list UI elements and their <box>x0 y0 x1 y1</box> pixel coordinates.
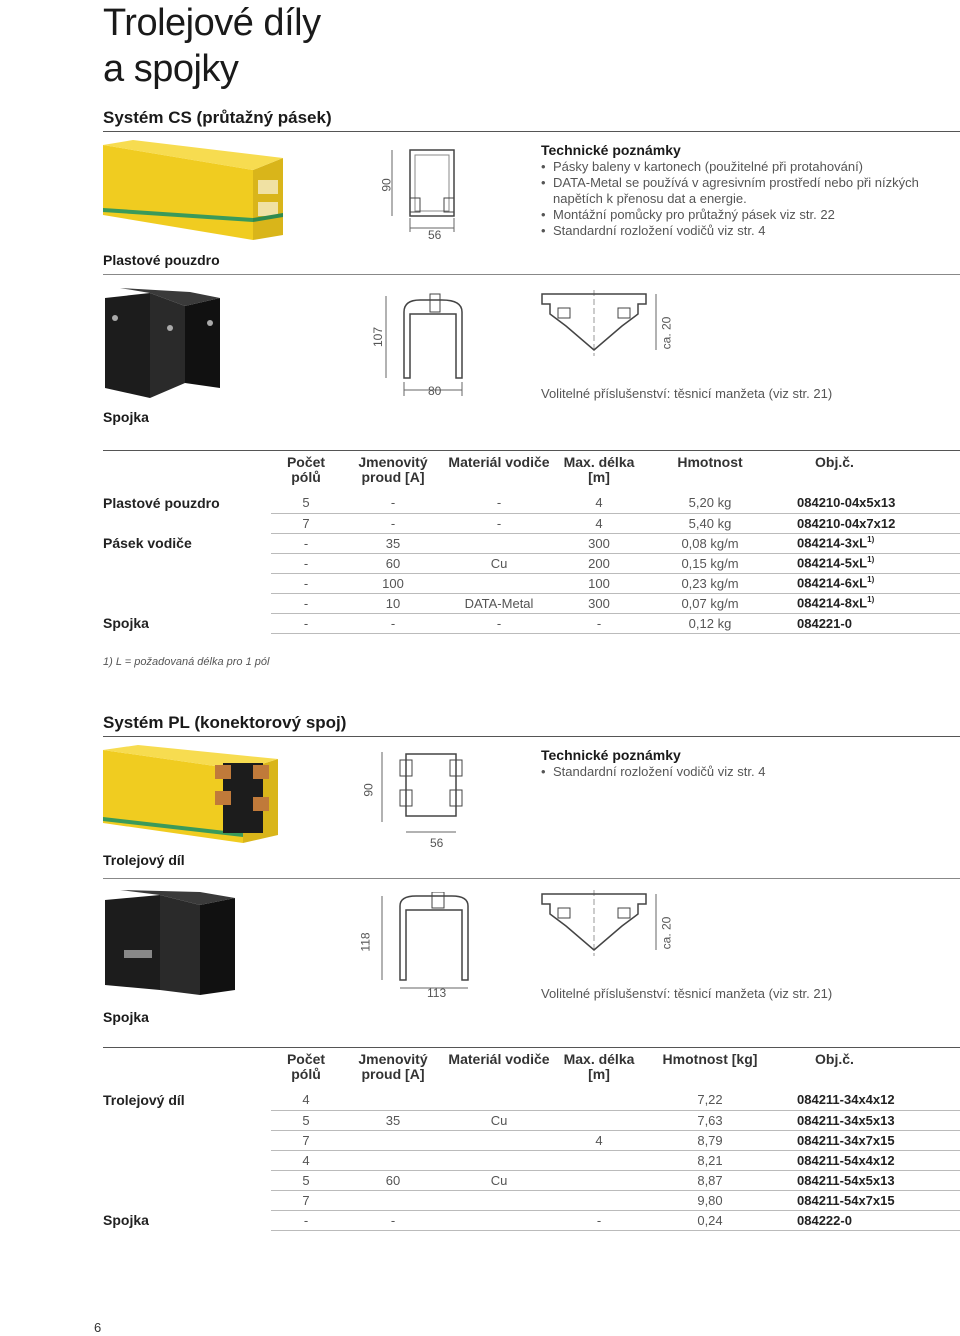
row-label <box>103 1190 271 1210</box>
cell-poles: - <box>271 573 341 593</box>
cell-length <box>553 1150 645 1170</box>
footnote-ref: 1) <box>867 575 875 585</box>
cell-weight: 8,79 <box>645 1130 775 1150</box>
cell-code: $084214-5xL^{1)}$ <box>775 553 960 573</box>
cell-material: - <box>445 513 553 533</box>
cell-poles: - <box>271 553 341 573</box>
note-item: • Pásky baleny v kartonech (použitelné při protahování) <box>541 159 941 175</box>
row-label: Pásek vodiče <box>103 535 192 551</box>
row-label <box>103 1150 271 1170</box>
row-label <box>103 573 271 593</box>
cell-material: DATA-Metal <box>445 593 553 613</box>
col-header: Hmotnost [kg] <box>662 1051 758 1067</box>
cell-poles: 4 <box>271 1150 341 1170</box>
cell-poles: 7 <box>271 513 341 533</box>
row-label: Spojka <box>103 1212 149 1228</box>
col-header: Materiál vodiče <box>448 1051 550 1067</box>
dim-joint-width: 80 <box>428 384 442 398</box>
pl-section-title: Systém PL (konektorový spoj) <box>103 713 347 732</box>
cell-current <box>341 1090 445 1110</box>
dim-width: 56 <box>430 836 444 850</box>
cell-length: - <box>553 613 645 633</box>
pl-part-label: Trolejový díl <box>103 852 185 868</box>
dim-ca: ca. 20 <box>659 916 674 950</box>
table-header-row <box>103 455 960 493</box>
page-number: 6 <box>94 1320 102 1335</box>
cs-housing-image <box>103 140 288 250</box>
row-label <box>103 1170 271 1190</box>
cs-section-title: Systém CS (průtažný pásek) <box>103 108 332 127</box>
cell-weight: 0,08 kg/m <box>645 533 775 553</box>
note-item: • Standardní rozložení vodičů viz str. 4 <box>541 223 941 239</box>
cs-seal-drawing <box>538 290 678 360</box>
cell-material <box>445 1190 553 1210</box>
cell-poles: 4 <box>271 1090 341 1110</box>
col-header: Max. délka [m] <box>563 1051 635 1082</box>
table-row <box>103 613 960 633</box>
cell-material: Cu <box>445 1110 553 1130</box>
table-row <box>103 1150 960 1170</box>
cell-code: $084214-3xL^{1)}$ <box>775 533 960 553</box>
pl-accessory-note: Volitelné příslušenství: těsnicí manžeta (viz str. 21) <box>541 986 833 1001</box>
cell-code: 084211-34x7x15 <box>775 1130 960 1150</box>
cell-poles: - <box>271 533 341 553</box>
cell-current: 35 <box>341 1110 445 1130</box>
notes-title: Technické poznámky <box>541 142 681 158</box>
table-row <box>103 573 960 593</box>
pl-seal-drawing <box>538 890 678 960</box>
cell-weight: 8,21 <box>645 1150 775 1170</box>
pl-joint-image <box>100 890 240 1002</box>
cell-current: - <box>341 613 445 633</box>
table-row <box>103 1210 960 1230</box>
cell-code: 084211-54x4x12 <box>775 1150 960 1170</box>
col-header: Hmotnost <box>677 454 743 470</box>
dim-height: 90 <box>361 783 376 797</box>
cell-poles: 5 <box>271 1170 341 1190</box>
cell-length: 300 <box>553 593 645 613</box>
table-row <box>103 1110 960 1130</box>
dim-width: 56 <box>428 228 442 242</box>
divider <box>103 1047 960 1048</box>
cell-current: - <box>341 513 445 533</box>
col-header: Počet pólů <box>286 454 326 485</box>
cell-poles: - <box>271 1210 341 1230</box>
table-row <box>103 533 960 553</box>
divider <box>103 736 960 737</box>
cell-code: $084214-8xL^{1)}$ <box>775 593 960 613</box>
cell-weight: 5,20 kg <box>645 493 775 513</box>
cell-current: 35 <box>341 533 445 553</box>
pl-technical-notes <box>541 747 941 780</box>
pl-part-image <box>103 745 288 845</box>
cell-weight: 9,80 <box>645 1190 775 1210</box>
row-label <box>103 593 271 613</box>
footnote-ref: 1) <box>867 595 875 605</box>
cell-poles: 7 <box>271 1190 341 1210</box>
col-header: Jmenovitý proud [A] <box>358 454 428 485</box>
row-label: Plastové pouzdro <box>103 495 220 511</box>
cs-spec-table <box>103 455 960 634</box>
cell-code: 084210-04x7x12 <box>775 513 960 533</box>
cell-length <box>553 1090 645 1110</box>
cell-material: Cu <box>445 553 553 573</box>
cell-weight: 0,24 <box>645 1210 775 1230</box>
cell-material: Cu <box>445 1170 553 1190</box>
divider <box>103 450 960 451</box>
cell-material <box>445 1150 553 1170</box>
cell-material <box>445 1130 553 1150</box>
table-row <box>103 493 960 513</box>
cell-weight: 0,15 kg/m <box>645 553 775 573</box>
divider <box>103 274 960 275</box>
dim-ca: ca. 20 <box>659 316 674 350</box>
table-row <box>103 553 960 573</box>
cell-material <box>445 573 553 593</box>
cell-current: - <box>341 493 445 513</box>
row-label <box>103 1130 271 1150</box>
cell-weight: 8,87 <box>645 1170 775 1190</box>
footnote-ref: 1) <box>867 535 875 545</box>
cell-weight: 0,07 kg/m <box>645 593 775 613</box>
cell-poles: 7 <box>271 1130 341 1150</box>
col-header: Materiál vodiče <box>448 454 550 470</box>
pl-spec-table <box>103 1052 960 1231</box>
cell-length: 4 <box>553 513 645 533</box>
cell-length: 4 <box>553 493 645 513</box>
col-header: Obj.č. <box>815 1051 854 1067</box>
cell-code: 084210-04x5x13 <box>775 493 960 513</box>
cell-material: - <box>445 493 553 513</box>
cell-weight: 7,22 <box>645 1090 775 1110</box>
cell-material <box>445 1090 553 1110</box>
footnote: 1) L = požadovaná délka pro 1 pól <box>103 656 270 668</box>
cell-material <box>445 1210 553 1230</box>
cell-length: 300 <box>553 533 645 553</box>
row-label <box>103 1110 271 1130</box>
cell-code: $084214-6xL^{1)}$ <box>775 573 960 593</box>
cell-length <box>553 1170 645 1190</box>
pl-joint-drawing <box>376 892 476 992</box>
table-row <box>103 1090 960 1110</box>
cs-joint-drawing <box>380 292 470 398</box>
cs-joint-image <box>100 288 225 403</box>
cs-technical-notes <box>541 142 941 239</box>
cell-current: - <box>341 1210 445 1230</box>
dim-joint-width: 113 <box>427 986 447 1000</box>
cell-length: 200 <box>553 553 645 573</box>
notes-title: Technické poznámky <box>541 747 681 763</box>
dim-joint-height: 107 <box>371 326 386 348</box>
cell-current <box>341 1190 445 1210</box>
row-label <box>103 553 271 573</box>
col-header: Počet pólů <box>286 1051 326 1082</box>
cs-joint-label: Spojka <box>103 409 149 425</box>
cell-current <box>341 1150 445 1170</box>
cell-poles: - <box>271 613 341 633</box>
divider <box>103 131 960 132</box>
note-item: • Montážní pomůcky pro průtažný pásek viz str. 22 <box>541 207 941 223</box>
cell-length: 4 <box>553 1130 645 1150</box>
cell-code: 084211-34x5x13 <box>775 1110 960 1130</box>
row-label <box>103 513 271 533</box>
cell-code: 084211-54x7x15 <box>775 1190 960 1210</box>
row-label: Spojka <box>103 615 149 631</box>
cell-weight: 7,63 <box>645 1110 775 1130</box>
col-header: Max. délka [m] <box>563 454 635 485</box>
cell-length: - <box>553 1210 645 1230</box>
cell-weight: 0,12 kg <box>645 613 775 633</box>
pl-joint-label: Spojka <box>103 1009 149 1025</box>
cell-current: 60 <box>341 553 445 573</box>
table-row <box>103 513 960 533</box>
cell-poles: 5 <box>271 1110 341 1130</box>
dim-joint-height: 118 <box>358 932 373 952</box>
cs-cross-section-drawing <box>388 146 468 236</box>
cell-code: 084211-34x4x12 <box>775 1090 960 1110</box>
cell-length <box>553 1190 645 1210</box>
cell-weight: 0,23 kg/m <box>645 573 775 593</box>
table-row <box>103 1170 960 1190</box>
cell-material <box>445 533 553 553</box>
table-row <box>103 593 960 613</box>
cell-poles: - <box>271 593 341 613</box>
cs-accessory-note: Volitelné příslušenství: těsnicí manžeta (viz str. 21) <box>541 386 833 401</box>
cell-length: 100 <box>553 573 645 593</box>
cell-code: 084222-0 <box>775 1210 960 1230</box>
cell-code: 084211-54x5x13 <box>775 1170 960 1190</box>
col-header: Obj.č. <box>815 454 854 470</box>
cell-current: 60 <box>341 1170 445 1190</box>
cell-current <box>341 1130 445 1150</box>
pl-cross-section-drawing <box>376 748 476 838</box>
table-row <box>103 1190 960 1210</box>
table-header-row <box>103 1052 960 1090</box>
cell-code: 084221-0 <box>775 613 960 633</box>
cs-housing-label: Plastové pouzdro <box>103 252 220 268</box>
cell-current: 10 <box>341 593 445 613</box>
row-label: Trolejový díl <box>103 1092 185 1108</box>
divider <box>103 878 960 879</box>
cell-current: 100 <box>341 573 445 593</box>
page-title: Trolejové díly a spojky <box>103 2 321 90</box>
note-item: • DATA-Metal se používá v agresivním prostředí nebo při nízkých napětích k přenosu dat a energie. <box>541 175 941 207</box>
table-row <box>103 1130 960 1150</box>
col-header: Jmenovitý proud [A] <box>358 1051 428 1082</box>
footnote-ref: 1) <box>867 555 875 565</box>
note-item: • Standardní rozložení vodičů viz str. 4 <box>541 764 941 780</box>
cell-poles: 5 <box>271 493 341 513</box>
cell-material: - <box>445 613 553 633</box>
dim-height: 90 <box>379 178 394 192</box>
cell-length <box>553 1110 645 1130</box>
cell-weight: 5,40 kg <box>645 513 775 533</box>
